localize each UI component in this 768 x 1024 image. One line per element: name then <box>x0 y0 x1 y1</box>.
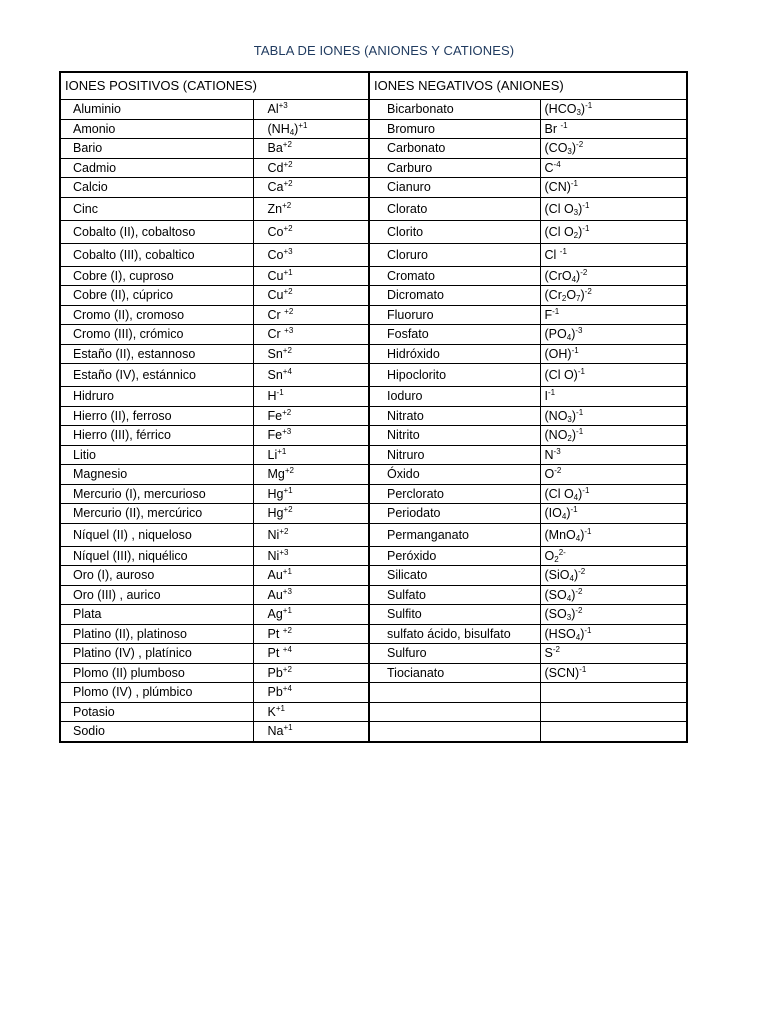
cation-name-cell: Cinc <box>60 197 253 220</box>
table-row <box>60 605 687 625</box>
table-row <box>60 197 687 220</box>
anion-symbol-cell: $(SO_3)^{-2}$ <box>540 605 687 625</box>
anion-symbol-cell: $(SO_4)^{-2}$ <box>540 585 687 605</box>
cation-symbol-cell: $Al^{+3}$ <box>253 100 369 120</box>
cation-name-cell: Níquel (III), niquélico <box>60 546 253 566</box>
table-row <box>60 119 687 139</box>
anion-name-cell: Dicromato <box>369 286 540 306</box>
cation-symbol-cell: $Sn^{+4}$ <box>253 364 369 387</box>
cation-symbol-cell: Cr $^{+3}$ <box>253 325 369 345</box>
table-row <box>60 387 687 407</box>
ions-table <box>59 71 688 743</box>
cation-name-cell: Plata <box>60 605 253 625</box>
table-row <box>60 305 687 325</box>
anion-name-cell: Clorito <box>369 220 540 243</box>
anion-name-cell: Bicarbonato <box>369 100 540 120</box>
anion-name-cell: Peróxido <box>369 546 540 566</box>
anion-symbol-cell: $F^{-1}$ <box>540 305 687 325</box>
anion-symbol-cell: $S^{-2}$ <box>540 644 687 664</box>
table-row <box>60 139 687 159</box>
anion-name-cell: Clorato <box>369 197 540 220</box>
cation-name-cell: Potasio <box>60 702 253 722</box>
cation-symbol-cell: $Pb^{+2}$ <box>253 663 369 683</box>
anion-name-cell: Óxido <box>369 465 540 485</box>
cation-symbol-cell: $Cd^{+2}$ <box>253 158 369 178</box>
anion-name-cell: Tiocianato <box>369 663 540 683</box>
anion-name-cell: sulfato ácido, bisulfato <box>369 624 540 644</box>
cation-symbol-cell: $Fe^{+2}$ <box>253 406 369 426</box>
table-row <box>60 286 687 306</box>
table-row <box>60 546 687 566</box>
table-row <box>60 566 687 586</box>
cation-symbol-cell: $Ba^{+2}$ <box>253 139 369 159</box>
anion-symbol-cell: (OH)$^{-1}$ <box>540 344 687 364</box>
anion-symbol-cell: Br $^{-1}$ <box>540 119 687 139</box>
cation-symbol-cell: $Ca^{+2}$ <box>253 178 369 198</box>
table-row <box>60 243 687 266</box>
anion-symbol-cell: $(HSO_4)^{-1}$ <box>540 624 687 644</box>
ions-table-body <box>60 72 687 742</box>
anion-symbol-cell: $(NO_2)^{-1}$ <box>540 426 687 446</box>
cation-name-cell: Litio <box>60 445 253 465</box>
anion-symbol-cell: $I^{-1}$ <box>540 387 687 407</box>
cation-symbol-cell: $Sn^{+2}$ <box>253 344 369 364</box>
table-row <box>60 406 687 426</box>
cation-name-cell: Hierro (II), ferroso <box>60 406 253 426</box>
cation-symbol-cell: $Ni^{+3}$ <box>253 546 369 566</box>
table-row <box>60 178 687 198</box>
anion-name-cell: Fosfato <box>369 325 540 345</box>
cation-symbol-cell: $Cu^{+1}$ <box>253 266 369 286</box>
cation-symbol-cell: $Co^{+3}$ <box>253 243 369 266</box>
table-row <box>60 523 687 546</box>
table-row <box>60 220 687 243</box>
anion-name-cell: Cianuro <box>369 178 540 198</box>
cation-symbol-cell: $Pb^{+4}$ <box>253 683 369 703</box>
cation-name-cell: Platino (II), platinoso <box>60 624 253 644</box>
cation-name-cell: Estaño (II), estannoso <box>60 344 253 364</box>
cation-symbol-cell: Pt $^{+2}$ <box>253 624 369 644</box>
table-row <box>60 683 687 703</box>
anion-symbol-cell: (Cl $O_4)^{-1}$ <box>540 484 687 504</box>
anion-symbol-cell: $N^{-3}$ <box>540 445 687 465</box>
table-row <box>60 722 687 742</box>
cation-name-cell: Platino (IV) , platínico <box>60 644 253 664</box>
table-row <box>60 364 687 387</box>
cation-symbol-cell: $(NH_4)^{+1}$ <box>253 119 369 139</box>
table-row <box>60 663 687 683</box>
cation-name-cell: Níquel (II) , niqueloso <box>60 523 253 546</box>
cation-symbol-cell: $Au^{+3}$ <box>253 585 369 605</box>
cations-header: IONES POSITIVOS (CATIONES) <box>60 72 369 100</box>
cation-name-cell: Mercurio (II), mercúrico <box>60 504 253 524</box>
cation-name-cell: Oro (I), auroso <box>60 566 253 586</box>
cation-name-cell: Oro (III) , aurico <box>60 585 253 605</box>
anion-symbol-cell: (Cl $O_2)^{-1}$ <box>540 220 687 243</box>
anion-name-cell: Fluoruro <box>369 305 540 325</box>
table-row <box>60 266 687 286</box>
anion-name-cell: Sulfuro <box>369 644 540 664</box>
cation-name-cell: Cobre (II), cúprico <box>60 286 253 306</box>
cation-symbol-cell: $K^{+1}$ <box>253 702 369 722</box>
table-row <box>60 344 687 364</box>
cation-symbol-cell: $Li^{+1}$ <box>253 445 369 465</box>
anion-name-cell: Hipoclorito <box>369 364 540 387</box>
anion-name-cell: Periodato <box>369 504 540 524</box>
anion-symbol-cell: $O^{-2}$ <box>540 465 687 485</box>
anion-name-cell <box>369 702 540 722</box>
anion-name-cell: Sulfito <box>369 605 540 625</box>
anion-symbol-cell: Cl $^{-1}$ <box>540 243 687 266</box>
cation-symbol-cell: $Mg^{+2}$ <box>253 465 369 485</box>
cation-name-cell: Cobalto (II), cobaltoso <box>60 220 253 243</box>
cation-symbol-cell: $Au^{+1}$ <box>253 566 369 586</box>
anion-name-cell: Bromuro <box>369 119 540 139</box>
anion-symbol-cell <box>540 683 687 703</box>
anion-name-cell: Perclorato <box>369 484 540 504</box>
table-row <box>60 158 687 178</box>
anion-name-cell: Permanganato <box>369 523 540 546</box>
cation-symbol-cell: $Ag^{+1}$ <box>253 605 369 625</box>
anion-name-cell: Ioduro <box>369 387 540 407</box>
document-title: TABLA DE IONES (ANIONES Y CATIONES) <box>253 43 515 58</box>
cation-name-cell: Aluminio <box>60 100 253 120</box>
cation-name-cell: Hierro (III), férrico <box>60 426 253 446</box>
anion-name-cell <box>369 722 540 742</box>
cation-name-cell: Estaño (IV), estánnico <box>60 364 253 387</box>
anions-header: IONES NEGATIVOS (ANIONES) <box>369 72 687 100</box>
anion-name-cell: Carburo <box>369 158 540 178</box>
anion-symbol-cell: $(Cr_2O_7)^{-2}$ <box>540 286 687 306</box>
cation-symbol-cell: $Hg^{+2}$ <box>253 504 369 524</box>
anion-symbol-cell: $(NO_3)^{-1}$ <box>540 406 687 426</box>
table-row <box>60 585 687 605</box>
cation-name-cell: Calcio <box>60 178 253 198</box>
anion-symbol-cell: (CN)$^{-1}$ <box>540 178 687 198</box>
anion-name-cell: Silicato <box>369 566 540 586</box>
anion-symbol-cell: $C^{-4}$ <box>540 158 687 178</box>
anion-symbol-cell: (Cl O)$^{-1}$ <box>540 364 687 387</box>
cation-name-cell: Mercurio (I), mercurioso <box>60 484 253 504</box>
anion-name-cell: Hidróxido <box>369 344 540 364</box>
cation-symbol-cell: Cr $^{+2}$ <box>253 305 369 325</box>
cation-name-cell: Bario <box>60 139 253 159</box>
anion-name-cell <box>369 683 540 703</box>
anion-symbol-cell: $(HCO_3)^{-1}$ <box>540 100 687 120</box>
table-row <box>60 426 687 446</box>
anion-name-cell: Nitrito <box>369 426 540 446</box>
anion-symbol-cell <box>540 722 687 742</box>
cation-symbol-cell: $Cu^{+2}$ <box>253 286 369 306</box>
cation-name-cell: Sodio <box>60 722 253 742</box>
cation-name-cell: Hidruro <box>60 387 253 407</box>
anion-symbol-cell: $(CO_3)^{-2}$ <box>540 139 687 159</box>
table-row <box>60 465 687 485</box>
cation-symbol-cell: $Ni^{+2}$ <box>253 523 369 546</box>
table-row <box>60 325 687 345</box>
anion-symbol-cell: (Cl $O_3)^{-1}$ <box>540 197 687 220</box>
cation-name-cell: Cromo (II), cromoso <box>60 305 253 325</box>
table-row <box>60 445 687 465</box>
anion-symbol-cell: $(SiO_4)^{-2}$ <box>540 566 687 586</box>
cation-name-cell: Amonio <box>60 119 253 139</box>
cation-symbol-cell: $Fe^{+3}$ <box>253 426 369 446</box>
anion-symbol-cell: $(MnO_4)^{-1}$ <box>540 523 687 546</box>
table-row <box>60 100 687 120</box>
cation-name-cell: Cobre (I), cuproso <box>60 266 253 286</box>
anion-symbol-cell: $O_2^{2-}$ <box>540 546 687 566</box>
anion-symbol-cell <box>540 702 687 722</box>
anion-symbol-cell: $(CrO_4)^{-2}$ <box>540 266 687 286</box>
cation-name-cell: Cadmio <box>60 158 253 178</box>
anion-symbol-cell: $(PO_4)^{-3}$ <box>540 325 687 345</box>
table-row <box>60 484 687 504</box>
cation-symbol-cell: Pt $^{+4}$ <box>253 644 369 664</box>
cation-name-cell: Cromo (III), crómico <box>60 325 253 345</box>
cation-name-cell: Cobalto (III), cobaltico <box>60 243 253 266</box>
anion-name-cell: Cloruro <box>369 243 540 266</box>
table-header-row <box>60 72 687 100</box>
cation-symbol-cell: $Na^{+1}$ <box>253 722 369 742</box>
anion-name-cell: Nitrato <box>369 406 540 426</box>
anion-name-cell: Sulfato <box>369 585 540 605</box>
cation-name-cell: Plomo (IV) , plúmbico <box>60 683 253 703</box>
cation-name-cell: Plomo (II) plumboso <box>60 663 253 683</box>
anion-name-cell: Nitruro <box>369 445 540 465</box>
cation-symbol-cell: $Co^{+2}$ <box>253 220 369 243</box>
cation-name-cell: Magnesio <box>60 465 253 485</box>
table-row <box>60 624 687 644</box>
table-row <box>60 504 687 524</box>
cation-symbol-cell: $Hg^{+1}$ <box>253 484 369 504</box>
table-row <box>60 702 687 722</box>
cation-symbol-cell: $Zn^{+2}$ <box>253 197 369 220</box>
cation-symbol-cell: $H^{-1}$ <box>253 387 369 407</box>
anion-symbol-cell: $(IO_4)^{-1}$ <box>540 504 687 524</box>
anion-symbol-cell: (SCN)$^{-1}$ <box>540 663 687 683</box>
anion-name-cell: Cromato <box>369 266 540 286</box>
anion-name-cell: Carbonato <box>369 139 540 159</box>
table-row <box>60 644 687 664</box>
